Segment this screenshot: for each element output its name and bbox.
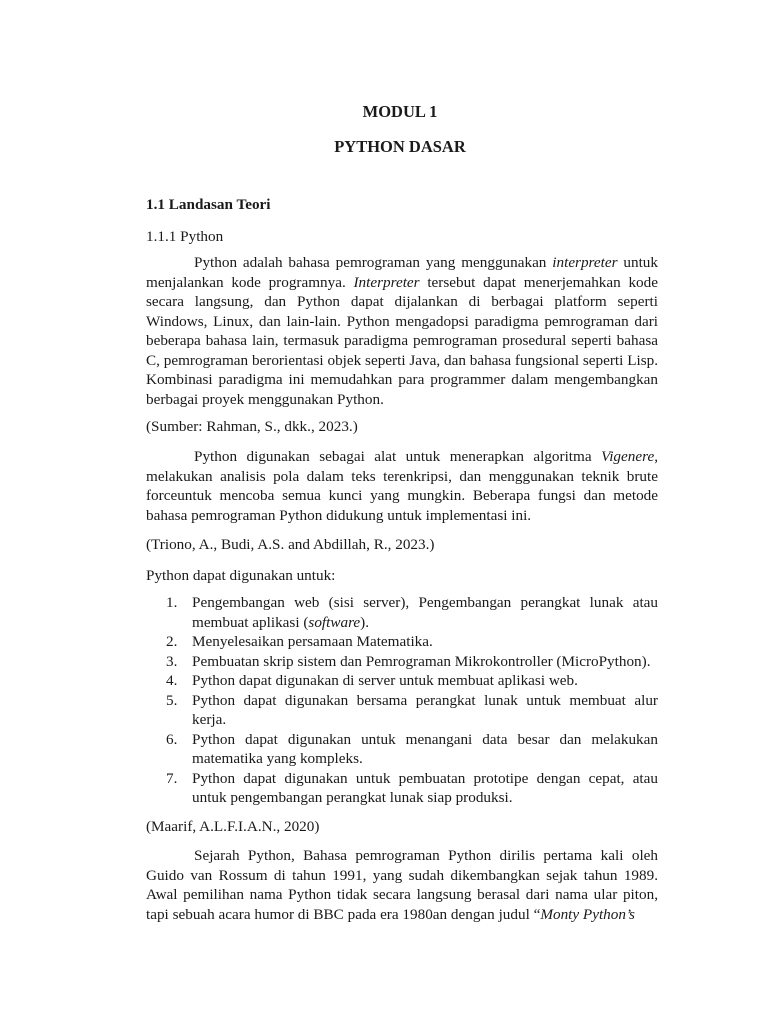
italic-term: Monty Python’s <box>540 905 635 923</box>
paragraph-python-intro <box>146 253 658 409</box>
text-run: Python dapat digunakan untuk pembuatan prototipe dengan cepat, atau untuk pengembangan perangkat lunak siap produksi. <box>192 769 658 806</box>
text-run: Menyelesaikan persamaan Matematika. <box>192 633 433 650</box>
list-number: 5. <box>166 691 178 709</box>
list-number: 6. <box>166 730 178 748</box>
list-intro: Python dapat digunakan untuk: <box>146 567 336 584</box>
text-run: Pengembangan web (sisi server), Pengembangan perangkat lunak atau membuat aplikasi ( <box>192 594 658 631</box>
citation-maarif: (Maarif, A.L.F.I.A.N., 2020) <box>146 818 320 835</box>
list-item <box>146 632 658 652</box>
list-item <box>146 671 658 691</box>
list-number: 4. <box>166 672 178 689</box>
text-run: Sejarah Python, Bahasa pemrograman Python dirilis pertama kali oleh Guido van Rossum di tahun 1991, yang sudah dikembangkan sejak tahun 1989. Awal pemilihan nama Python tidak secara langsung berasal dari nama ular piton, tapi sebuah acara humor di BBC pada era 1980an dengan judul “ <box>146 847 658 923</box>
list-item <box>146 691 658 730</box>
italic-term: Vigenere <box>601 448 655 465</box>
section-heading: 1.1 Landasan Teori <box>146 196 271 213</box>
list-number: 3. <box>166 652 178 670</box>
paragraph-python-history <box>146 846 658 924</box>
list-number: 7. <box>166 769 178 787</box>
module-name-title: PYTHON DASAR <box>334 137 466 156</box>
text-run: tersebut dapat menerjemahkan kode secara langsung, dan Python dapat dijalankan di berbagai platform seperti Windows, Linux, dan lain-lain. Python mengadopsi paradigma pemrograman dari beberapa bahasa lain, termasuk paradigma pemrograman prosedural seperti bahasa C, pemrograman berorientasi objek seperti Java, dan bahasa fungsional seperti Lisp. Kombinasi paradigma ini memudahkan para programmer dalam mengembangkan berbagai proyek menggunakan Python. <box>146 273 658 408</box>
list-item <box>146 730 658 769</box>
list-number: 2. <box>166 633 178 650</box>
text-run: Python adalah bahasa pemrograman yang menggunakan <box>194 254 553 271</box>
text-run: , melakukan analisis pola dalam teks terenkripsi, dan menggunakan teknik brute forceuntuk mencoba semua kunci yang mungkin. Beberapa fungsi dan metode bahasa pemrograman Python didukung untuk implementasi ini. <box>146 448 658 524</box>
text-run: ). <box>360 613 370 631</box>
citation-triono: (Triono, A., Budi, A.S. and Abdillah, R., 2023.) <box>146 536 435 553</box>
module-number-title: MODUL 1 <box>362 102 438 121</box>
italic-term: software <box>308 613 361 631</box>
text-run: untuk menjalankan kode programnya. <box>146 254 658 291</box>
italic-term: Interpreter <box>353 273 420 291</box>
subsection-heading: 1.1.1 Python <box>146 228 224 245</box>
text-run: Python dapat digunakan untuk menangani data besar dan melakukan matematika yang kompleks. <box>192 730 658 767</box>
text-run: Python dapat digunakan bersama perangkat lunak untuk membuat alur kerja. <box>192 691 658 728</box>
list-item <box>146 769 658 808</box>
list-item <box>146 652 658 672</box>
citation-rahman: (Sumber: Rahman, S., dkk., 2023.) <box>146 418 358 435</box>
paragraph-vigenere <box>146 447 658 525</box>
text-run: Pembuatan skrip sistem dan Pemrograman Mikrokontroller (MicroPython). <box>192 652 651 670</box>
text-run: Python dapat digunakan di server untuk membuat aplikasi web. <box>192 672 578 689</box>
list-number: 1. <box>166 594 178 611</box>
list-item <box>146 593 658 632</box>
uses-list <box>146 593 658 808</box>
italic-term: interpreter <box>552 254 618 271</box>
text-run: Python digunakan sebagai alat untuk menerapkan algoritma <box>194 448 602 465</box>
